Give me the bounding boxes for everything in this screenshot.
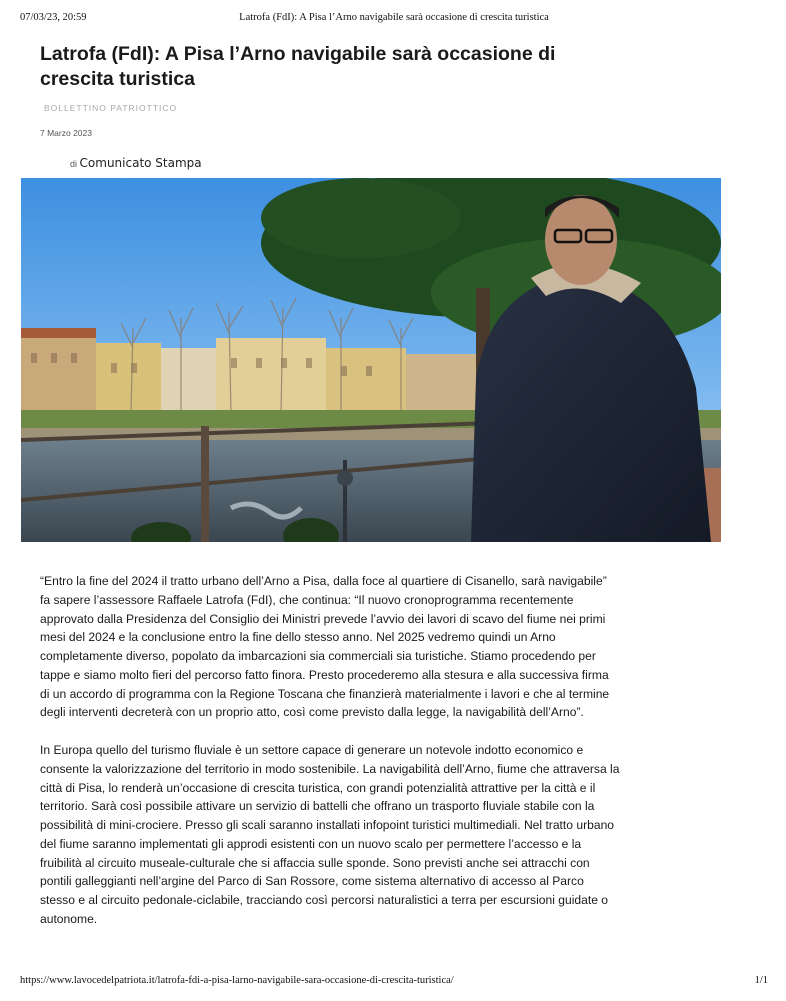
article-body (40, 572, 620, 948)
print-header (20, 12, 768, 28)
article-category-link[interactable]: BOLLETTINO PATRIOTTICO (44, 103, 178, 113)
print-page-number: 1/1 (754, 975, 768, 986)
article-paragraph-2: In Europa quello del turismo fluviale è un settore capace di generare un notevole indotto economico e consente la valorizzazione del territorio in modo sostenibile. La navigabilità dell’Arno, fiume che attraversa la città di Pisa, lo renderà un’occasione di crescita turistica, con grandi potenzialità attrattive per la città e il territorio. Sarà così possibile attivare un servizio di battelli che offrano un trasporto fluviale stabile con la possibilità di mini-crociere. Presso gli scali saranno installati infopoint turistici multimediali. Nel tratto urbano del fiume saranno implementati gli approdi esistenti con un nuovo scalo per permettere l’accesso e la fruibilità al circuito museale-culturale che si affaccia sulle sponde. Sono previsti anche sei attracchi con pontili galleggianti nell’argine del Parco di San Rossore, come sistema alternativo di accesso al Parco stesso e al circuito pedonale-ciclabile, tracciando così percorsi naturalistici a terra per escursioni guidate o autonome. (40, 743, 620, 926)
article-byline (70, 156, 202, 170)
byline-prefix: di (70, 159, 78, 169)
article-paragraph-1: “Entro la fine del 2024 il tratto urbano dell’Arno a Pisa, dalla foce al quartiere di Cisanello, sarà navigabile” fa sapere l’assessore Raffaele Latrofa (FdI), che continua: “Il nuovo cronoprogramma recentemente approvato dalla Presidenza del Consiglio dei Ministri prevede l’avvio dei lavori di scavo del fiume nei primi mesi del 2024 e la conclusione entro la fine dello stesso anno. Nel 2025 vedremo quindi un Arno completamente diverso, popolato da imbarcazioni sia commerciali sia turistiche. Stiamo procedendo per tappe e siamo molto fieri del percorso fatto finora. Presto procederemo alla stesura e alla successiva firma di un accordo di programma con la Regione Toscana che finanzierà materialmente i lavori e che al termine degli interventi decreterà con un proprio atto, così come previsto dalla legge, la navigabilità dell’Arno”. (40, 574, 610, 720)
article-title: Latrofa (FdI): A Pisa l’Arno navigabile sarà occasione di crescita turistica (40, 43, 556, 90)
print-page-title: Latrofa (FdI): A Pisa l’Arno navigabile sarà occasione di crescita turistica (239, 12, 549, 23)
print-timestamp: 07/03/23, 20:59 (20, 12, 87, 23)
author-link[interactable]: Comunicato Stampa (79, 156, 202, 170)
article-date: 7 Marzo 2023 (40, 128, 92, 138)
print-footer (20, 975, 768, 991)
article-hero-image (21, 178, 721, 542)
print-url: https://www.lavocedelpatriota.it/latrofa-fdi-a-pisa-larno-navigabile-sara-occasione-di-crescita-turistica/ (20, 975, 454, 986)
